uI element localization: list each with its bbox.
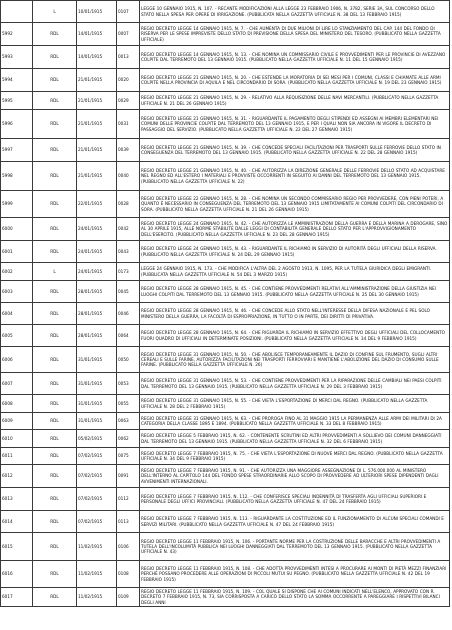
act-code-cell: 0028 bbox=[117, 191, 140, 218]
entry-number-cell: 5998 bbox=[1, 162, 33, 191]
act-date-cell: 21/01/1915 bbox=[77, 110, 117, 139]
table-row bbox=[1, 69, 450, 92]
act-date-cell: 28/01/1915 bbox=[77, 281, 117, 303]
entry-number-cell: 5999 bbox=[1, 191, 33, 218]
table-row bbox=[1, 191, 450, 218]
act-date-cell: 28/01/1915 bbox=[77, 325, 117, 347]
act-code-cell: 0042 bbox=[117, 218, 140, 241]
table-row bbox=[1, 303, 450, 325]
act-description-cell: REGIO DECRETO LEGGE 28 GENNAIO 1915, N. 64. - CHE RIGUARDA IL RICHIAMO IN SERVIZIO EFFETTIVO DEGLI UFFICIALI DEL COLLOCAMENTO FUORI QUADRO DI UFFICIALI IN DETERMINATE POSIZIONI. (PUBBLICATO NELLA GAZZETTA UFFICIALE N. 34 DEL 9 FEBBRAIO 1915) bbox=[140, 325, 450, 347]
act-date-cell: 21/01/1915 bbox=[77, 139, 117, 162]
act-date-cell: 31/01/1915 bbox=[77, 347, 117, 373]
act-date-cell: 21/01/1915 bbox=[77, 162, 117, 191]
table-row bbox=[1, 23, 450, 46]
act-description-cell: REGIO DECRETO LEGGE 5 FEBBRAIO 1915, N. 62. - CONTENENTE SCRUTINI ED ALTRI PROVVEDIMENTI A SOLLIEVO DEI COMUNI DANNEGGIATI DAL TERREMOTO DEL 13 GENNAIO 1915. (PUBBLICATO NELLA GAZZETTA UFFICIALE N. 32 DEL 6 FEBBRAIO 1915) bbox=[140, 430, 450, 448]
entry-number-cell: 5995 bbox=[1, 92, 33, 110]
table-row bbox=[1, 218, 450, 241]
act-description-cell: REGIO DECRETO LEGGE 21 GENNAIO 1915, N. 39. - CHE CONCEDE SPECIALI FACILITAZIONI PER TRASPORTI SULLE FERROVIE DELLO STATO IN CONSEGUENZA DEL TERREMOTO DEL 13 GENNAIO 1915. (PUBBLICATO NELLA GAZZETTA UFFICIALE N. 22 DEL 28 GENNAIO 1915) bbox=[140, 139, 450, 162]
act-type-cell: RDL bbox=[33, 511, 77, 533]
table-row bbox=[1, 1, 450, 23]
table-row bbox=[1, 533, 450, 561]
act-code-cell: 0046 bbox=[117, 303, 140, 325]
act-code-cell: 0113 bbox=[117, 511, 140, 533]
act-type-cell: RDL bbox=[33, 23, 77, 46]
entry-number-cell: 6010 bbox=[1, 430, 33, 448]
act-date-cell: 07/02/1915 bbox=[77, 465, 117, 488]
act-date-cell: 31/01/1915 bbox=[77, 395, 117, 413]
act-description-cell: REGIO DECRETO LEGGE 14 GENNAIO 1915, N. 13. - CHE NOMINA UN COMMISSARIO CIVILE E PROVVEDIMENTI PER LE PROVINCIE DI AVEZZANO COLPITE DAL TERREMOTO DEL 13 GENNAIO 1915. (PUBBLICATO NELLA GAZZETTA UFFICIALE N. 11 DEL 15 GENNAIO 1915) bbox=[140, 46, 450, 69]
table-row bbox=[1, 110, 450, 139]
act-type-cell: RDL bbox=[33, 303, 77, 325]
act-type-cell: RDL bbox=[33, 488, 77, 511]
entry-number-cell: 6005 bbox=[1, 325, 33, 347]
act-code-cell: 0031 bbox=[117, 110, 140, 139]
entry-number-cell: 6004 bbox=[1, 303, 33, 325]
act-type-cell: RDL bbox=[33, 588, 77, 607]
entry-number-cell: 5992 bbox=[1, 23, 33, 46]
act-code-cell: 0050 bbox=[117, 347, 140, 373]
act-date-cell: 07/02/1915 bbox=[77, 448, 117, 465]
act-code-cell: 0063 bbox=[117, 413, 140, 430]
act-date-cell: 07/02/1915 bbox=[77, 488, 117, 511]
table-row bbox=[1, 430, 450, 448]
act-type-cell: RDL bbox=[33, 325, 77, 347]
act-date-cell: 11/02/1915 bbox=[77, 533, 117, 561]
act-code-cell: 0091 bbox=[117, 465, 140, 488]
entry-number-cell: 6015 bbox=[1, 533, 33, 561]
act-code-cell: 0107 bbox=[117, 1, 140, 23]
act-description-cell: REGIO DECRETO LEGGE 21 GENNAIO 1915, N. 40. - CHE AUTORIZZA LA DIREZIONE GENERALE DELLE FERROVIE DELLO STATO AD ACQUISTARE NEL REGNO ED ALL'ESTERO I MATERIALI E PROVVISTE OCCORRENTI IN SEGUITO AI DANNI DEL TERREMOTO DEL 13 GENNAIO 1915. (PUBBLICATO NELLA GAZZETTA UFFICIALE N. 22) bbox=[140, 162, 450, 191]
table-row bbox=[1, 347, 450, 373]
entry-number-cell: 6009 bbox=[1, 413, 33, 430]
act-type-cell: RDL bbox=[33, 430, 77, 448]
act-description-cell: REGIO DECRETO LEGGE 31 GENNAIO 1915, N. 55. - CHE VIETA L'ESPORTAZIONE DI MERCI DAL REGNO. (PUBBLICATO NELLA GAZZETTA UFFICIALE N. 28 DEL 2 FEBBRAIO 1915) bbox=[140, 395, 450, 413]
act-description-cell: REGIO DECRETO LEGGE 7 FEBBRAIO 1915, N. 113. - RIGUARDANTE LA COSTITUZIONE ED IL FUNZIONAMENTO DI ALCUNI SPECIALI COMANDI E SERVIZI MILITARI. (PUBBLICATO NELLA GAZZETTA UFFICIALE N. 47 DEL 24 FEBBRAIO 1915) bbox=[140, 511, 450, 533]
table-row bbox=[1, 561, 450, 588]
act-description-cell: REGIO DECRETO LEGGE 24 GENNAIO 1915, N. 42. - CHE AUTORIZZA LE AMMINISTRAZIONI DELLA GUERRA E DELLA MARINA A DEROGARE, SINO AL 30 APRILE 1915, ALLE NORME STABILITE DALLE LEGGI DI CONTABILITÀ GENERALE DELLO STATO PER L'APPROVVIGIONAMENTO DELL'ESERCITO. (PUBBLICATO NELLA GAZZETTA UFFICIALE N. 23 DEL 28 GENNAIO 1915) bbox=[140, 218, 450, 241]
entry-number-cell: 6006 bbox=[1, 347, 33, 373]
table-row bbox=[1, 465, 450, 488]
act-code-cell: 0106 bbox=[117, 533, 140, 561]
act-type-cell: RDL bbox=[33, 241, 77, 263]
act-type-cell: RDL bbox=[33, 413, 77, 430]
table-row bbox=[1, 139, 450, 162]
entry-number-cell: 5997 bbox=[1, 139, 33, 162]
act-description-cell: REGIO DECRETO LEGGE 7 FEBBRAIO 1915, N. 75. - CHE VIETA L'ESPORTAZIONE DI NUOVE MERCI DAL REGNO. (PUBBLICATO NELLA GAZZETTA UFFICIALE N. 34 DEL 9 FEBBRAIO 1915) bbox=[140, 448, 450, 465]
act-description-cell: REGIO DECRETO LEGGE 28 GENNAIO 1915, N. 45. - CHE CONTIENE PROVVEDIMENTI RELATIVI ALL'AMMINISTRAZIONE DELLA GIUSTIZIA NEI LUOGHI COLPITI DAL TERREMOTO DEL 13 GENNAIO 1915. (PUBBLICATO NELLA GAZZETTA UFFICIALE N. 25 DEL 30 GENNAIO 1915) bbox=[140, 281, 450, 303]
act-code-cell: 0075 bbox=[117, 448, 140, 465]
act-date-cell: 11/02/1915 bbox=[77, 561, 117, 588]
act-code-cell: 0053 bbox=[117, 373, 140, 395]
act-description-cell: REGIO DECRETO LEGGE 11 FEBBRAIO 1915, N. 106. - PORTANTE NORME PER LA COSTRUZIONE DELLE BARACCHE E ALTRI PROVVEDIMENTI A TUTELA DELL'INCOLUMITÀ PUBBLICA NEI LUOGHI DANNEGGIATI DAL TERREMOTO DEL 13 GENNAIO 1915. (PUBBLICATO NELLA GAZZETTA UFFICIALE N. 43) bbox=[140, 533, 450, 561]
act-code-cell: 0064 bbox=[117, 325, 140, 347]
act-type-cell: RDL bbox=[33, 465, 77, 488]
act-type-cell: RDL bbox=[33, 139, 77, 162]
entry-number-cell: 6013 bbox=[1, 488, 33, 511]
table-row bbox=[1, 162, 450, 191]
entry-number-cell: 6001 bbox=[1, 241, 33, 263]
entry-number-cell: 6002 bbox=[1, 263, 33, 281]
act-code-cell: 0108 bbox=[117, 561, 140, 588]
entry-number-cell: 5996 bbox=[1, 110, 33, 139]
act-date-cell: 05/02/1915 bbox=[77, 430, 117, 448]
act-code-cell: 0045 bbox=[117, 281, 140, 303]
act-description-cell: REGIO DECRETO LEGGE 14 GENNAIO 1915, N. 7. - CHE AUMENTA DI DUE MILIONI DI LIRE LO STANZIAMENTO DEL CAP. 144 DEL FONDO DI RISERVA PER LE SPESE IMPREVISTE DELLO STATO DI PREVISIONE DELLA SPESA DEL MINISTERO DEL TESORO. (PUBBLICATO NELLA GAZZETTA UFFICIALE) bbox=[140, 23, 450, 46]
act-type-cell: RDL bbox=[33, 561, 77, 588]
act-date-cell: 11/02/1915 bbox=[77, 588, 117, 607]
act-code-cell: 0020 bbox=[117, 69, 140, 92]
act-date-cell: 24/01/1915 bbox=[77, 241, 117, 263]
act-type-cell: RDL bbox=[33, 281, 77, 303]
act-date-cell: 24/01/1915 bbox=[77, 218, 117, 241]
act-type-cell: RDL bbox=[33, 395, 77, 413]
table-row bbox=[1, 92, 450, 110]
act-type-cell: RDL bbox=[33, 533, 77, 561]
entry-number-cell: 6000 bbox=[1, 218, 33, 241]
act-description-cell: REGIO DECRETO LEGGE 7 FEBBRAIO 1915, N. 91. - CHE AUTORIZZA UNA MAGGIORE ASSEGNAZIONE DI L. 576.000.000 AL MINISTERO DELL'INTERNO AL CAPITOLO 144 DEL FONDO SPESE STRAORDINARIE ALLO SCOPO DI PROVVEDERE AD ULTERIORI SPESE DIPENDENTI DAGLI AVVENIMENTI INTERNAZIONALI. bbox=[140, 465, 450, 488]
table-row bbox=[1, 413, 450, 430]
act-code-cell: 0109 bbox=[117, 588, 140, 607]
act-type-cell: L bbox=[33, 1, 77, 23]
table-row bbox=[1, 488, 450, 511]
act-date-cell: 14/01/1915 bbox=[77, 46, 117, 69]
act-date-cell: 21/01/1915 bbox=[77, 92, 117, 110]
act-type-cell: RDL bbox=[33, 162, 77, 191]
entry-number-cell: 6011 bbox=[1, 448, 33, 465]
act-code-cell: 0013 bbox=[117, 46, 140, 69]
act-date-cell: 24/01/1915 bbox=[77, 263, 117, 281]
act-type-cell: RDL bbox=[33, 46, 77, 69]
act-type-cell: RDL bbox=[33, 448, 77, 465]
entry-number-cell: 6012 bbox=[1, 465, 33, 488]
act-description-cell: REGIO DECRETO LEGGE 21 GENNAIO 1915, N. 20. - CHE ESTENDE LA MORATORIA DI SEI MESI PER I COMUNI, CLASSI E CHIAMATE ALLE ARMI COLPITE NELLA PROVINCIA DI AQUILA E NEL CIRCONDARIO DI SORA. (PUBBLICATO NELLA GAZZETTA UFFICIALE N. 19 DEL 23 GENNAIO 1915) bbox=[140, 69, 450, 92]
act-date-cell: 31/01/1915 bbox=[77, 373, 117, 395]
table-row bbox=[1, 281, 450, 303]
act-type-cell: RDL bbox=[33, 191, 77, 218]
entry-number-cell: 5993 bbox=[1, 46, 33, 69]
act-description-cell: REGIO DECRETO LEGGE 11 FEBBRAIO 1915, N. 109. - COL QUALE SI DISPONE CHE AI COMUNI INDICATI NELL'ELENCO, APPROVATO CON R. DECRETO 7 FEBBRAIO 1915, N. 73, SIA CORRISPOSTA A CARICO DELLO STATO LA SOMMA OCCORRENTE A PAREGGIARE I RISPETTIVI BILANCI DEGLI ANNI bbox=[140, 588, 450, 607]
act-description-cell: REGIO DECRETO LEGGE 22 GENNAIO 1915, N. 28. - CHE NOMINA UN SECONDO COMMISSARIO REGIO PER PROVVEDERE, CON PIENI POTERI, A QUANTO È NECESSARIO IN CONSEGUENZA DEL TERREMOTO DEL 13 GENNAIO 1915 LIMITATAMENTE AI COMUNI COLPITI DEL CIRCONDARIO DI SORA. (PUBBLICATO NELLA GAZZETTA UFFICIALE N. 21 DEL 26 GENNAIO 1915) bbox=[140, 191, 450, 218]
act-description-cell: REGIO DECRETO LEGGE 31 GENNAIO 1915, N. 53. - CHE CONTIENE PROVVEDIMENTI PER LA RIPARAZIONE DELLE CAMBIALI NEI PAESI COLPITI DAL TERREMOTO DEL 13 GENNAIO 1915. (PUBBLICATO NELLA GAZZETTA UFFICIALE N. 29 DEL 3 FEBBRAIO 1915) bbox=[140, 373, 450, 395]
act-code-cell: 0040 bbox=[117, 162, 140, 191]
act-code-cell: 0062 bbox=[117, 430, 140, 448]
act-description-cell: REGIO DECRETO LEGGE 11 FEBBRAIO 1915, N. 108. - CHE ADOTTA PROVVEDIMENTI INTESI A PROCURARE AI MONTI DI PIETÀ MEZZI FINANZIARI PERCHÈ POSSANO PROCEDERE ALLE OPERAZIONI DI PICCOLI MUTUI SU PEGNO. (PUBBLICATO NELLA GAZZETTA UFFICIALE N. 42 DEL 19 FEBBRAIO 1915) bbox=[140, 561, 450, 588]
act-type-cell: RDL bbox=[33, 347, 77, 373]
register-body bbox=[1, 1, 450, 607]
act-description-cell: REGIO DECRETO LEGGE 31 GENNAIO 1915, N. 50. - CHE ABOLISCE TEMPORANEAMENTE IL DAZIO DI CONFINE SUL FRUMENTO, SUGLI ALTRI CEREALI E SULLE FARINE, AUTORIZZA FACILITAZIONI NEI TRASPORTI FERROVIARI E MANTIENE L'ABOLIZIONE DEL DAZIO DI CONSUMO SULLE FARINE. (PUBBLICATO NELLA GAZZETTA UFFICIALE N. 26) bbox=[140, 347, 450, 373]
table-row bbox=[1, 241, 450, 263]
act-description-cell: REGIO DECRETO LEGGE 21 GENNAIO 1915, N. 31. - RIGUARDANTE IL PAGAMENTO DEGLI STIPENDI ED ASSEGNI AI MEMBRI ELEMENTARI NEI COMUNI DELLE PROVINCIE COLPITE DAL TERREMOTO DEL 13 GENNAIO 1915, E PER I QUALI NON SIA ANCORA IN VIGORE IL DECRETO DI PASSAGGIO DEL SERVIZIO. (PUBBLICATO NELLA GAZZETTA UFFICIALE N. 22 DEL 27 GENNAIO 1915) bbox=[140, 110, 450, 139]
act-description-cell: LEGGE 10 GENNAIO 1915, N. 107. - RECANTE MODIFICAZIONI ALLA LEGGE 23 FEBBRAIO 1906, N. 3782, SERIE 3A, SUL CONCORSO DELLO STATO NELLA SPESA PER OPERE DI IRRIGAZIONE. (PUBBLICATA NELLA GAZZETTA UFFICIALE N. 38 DEL 13 FEBBRAIO 1915) bbox=[140, 1, 450, 23]
act-code-cell: 0039 bbox=[117, 139, 140, 162]
act-date-cell: 21/01/1915 bbox=[77, 69, 117, 92]
act-date-cell: 22/01/1915 bbox=[77, 191, 117, 218]
act-description-cell: REGIO DECRETO LEGGE 31 GENNAIO 1915, N. 63. - CHE PROROGA FINO AL 31 MAGGIO 1915 LA PERMANENZA ALLE ARMI DEI MILITARI DI 2A CATEGORIA DELLA CLASSE 1895 E 1894. (PUBBLICATO NELLA GAZZETTA UFFICIALE N. 33 DEL 8 FEBBRAIO 1915) bbox=[140, 413, 450, 430]
table-row bbox=[1, 263, 450, 281]
act-description-cell: REGIO DECRETO LEGGE 7 FEBBRAIO 1915, N. 112. - CHE CONFERISCE SPECIALI INDENNITÀ DI TRASFERTA AGLI UFFICIALI SUPERIORI E PERSONALE DEGLI UFFICI PROVINCIALI. (PUBBLICATO NELLA GAZZETTA UFFICIALE N. 47 DEL 24 FEBBRAIO 1915) bbox=[140, 488, 450, 511]
act-description-cell: REGIO DECRETO LEGGE 21 GENNAIO 1915, N. 29. - RELATIVO ALLA REQUISIZIONE DELLE NAVI MERCANTILI. (PUBBLICATO NELLA GAZZETTA UFFICIALE N. 21 DEL 26 GENNAIO 1915) bbox=[140, 92, 450, 110]
act-type-cell: RDL bbox=[33, 373, 77, 395]
table-row bbox=[1, 448, 450, 465]
entry-number-cell: 6014 bbox=[1, 511, 33, 533]
act-type-cell: RDL bbox=[33, 218, 77, 241]
act-code-cell: 0055 bbox=[117, 395, 140, 413]
table-row bbox=[1, 395, 450, 413]
entry-number-cell: 6007 bbox=[1, 373, 33, 395]
entry-number-cell: 6003 bbox=[1, 281, 33, 303]
entry-number-cell: 5994 bbox=[1, 69, 33, 92]
act-description-cell: REGIO DECRETO LEGGE 28 GENNAIO 1915, N. 46. - CHE CONCEDE ALLO STATO NELL'INTERESSE DELLA DIFESA NAZIONALE E PEL SOLO MINISTERO DELLA GUERRA, LA FACOLTÀ DI ESPROPRIAZIONE, IN TUTTO O IN PARTE, DEI DIRITTI DI PRIVATIVA. bbox=[140, 303, 450, 325]
act-code-cell: 0173 bbox=[117, 263, 140, 281]
act-date-cell: 28/01/1915 bbox=[77, 303, 117, 325]
table-row bbox=[1, 325, 450, 347]
table-row bbox=[1, 588, 450, 607]
entry-number-cell: 6008 bbox=[1, 395, 33, 413]
act-description-cell: REGIO DECRETO LEGGE 24 GENNAIO 1915, N. 43. - RIGUARDANTE IL RICHIAMO IN SERVIZIO DI AUTORITÀ DEGLI UFFICIALI DELLA RISERVA. (PUBBLICATO NELLA GAZZETTA UFFICIALE N. 24 DEL 29 GENNAIO 1915) bbox=[140, 241, 450, 263]
act-code-cell: 0029 bbox=[117, 92, 140, 110]
act-code-cell: 0112 bbox=[117, 488, 140, 511]
table-row bbox=[1, 511, 450, 533]
entry-number-cell: 6017 bbox=[1, 588, 33, 607]
act-type-cell: L bbox=[33, 263, 77, 281]
act-date-cell: 31/01/1915 bbox=[77, 413, 117, 430]
act-code-cell: 0043 bbox=[117, 241, 140, 263]
act-date-cell: 14/01/1915 bbox=[77, 23, 117, 46]
table-row bbox=[1, 46, 450, 69]
entry-number-cell: 6016 bbox=[1, 561, 33, 588]
act-date-cell: 07/02/1915 bbox=[77, 511, 117, 533]
act-description-cell: LEGGE 24 GENNAIO 1915, N. 173. - CHE MODIFICA L'ALTRA DEL 2 AGOSTO 1913, N. 1095, PER LA TUTELA GIURIDICA DEGLI EMIGRANTI. (PUBBLICATA NELLA GAZZETTA UFFICIALE N. 54 DEL 3 MARZO 1915) bbox=[140, 263, 450, 281]
act-code-cell: 0007 bbox=[117, 23, 140, 46]
act-type-cell: RDL bbox=[33, 69, 77, 92]
act-type-cell: RDL bbox=[33, 92, 77, 110]
table-row bbox=[1, 373, 450, 395]
act-type-cell: RDL bbox=[33, 110, 77, 139]
act-date-cell: 10/01/1915 bbox=[77, 1, 117, 23]
entry-number-cell bbox=[1, 1, 33, 23]
